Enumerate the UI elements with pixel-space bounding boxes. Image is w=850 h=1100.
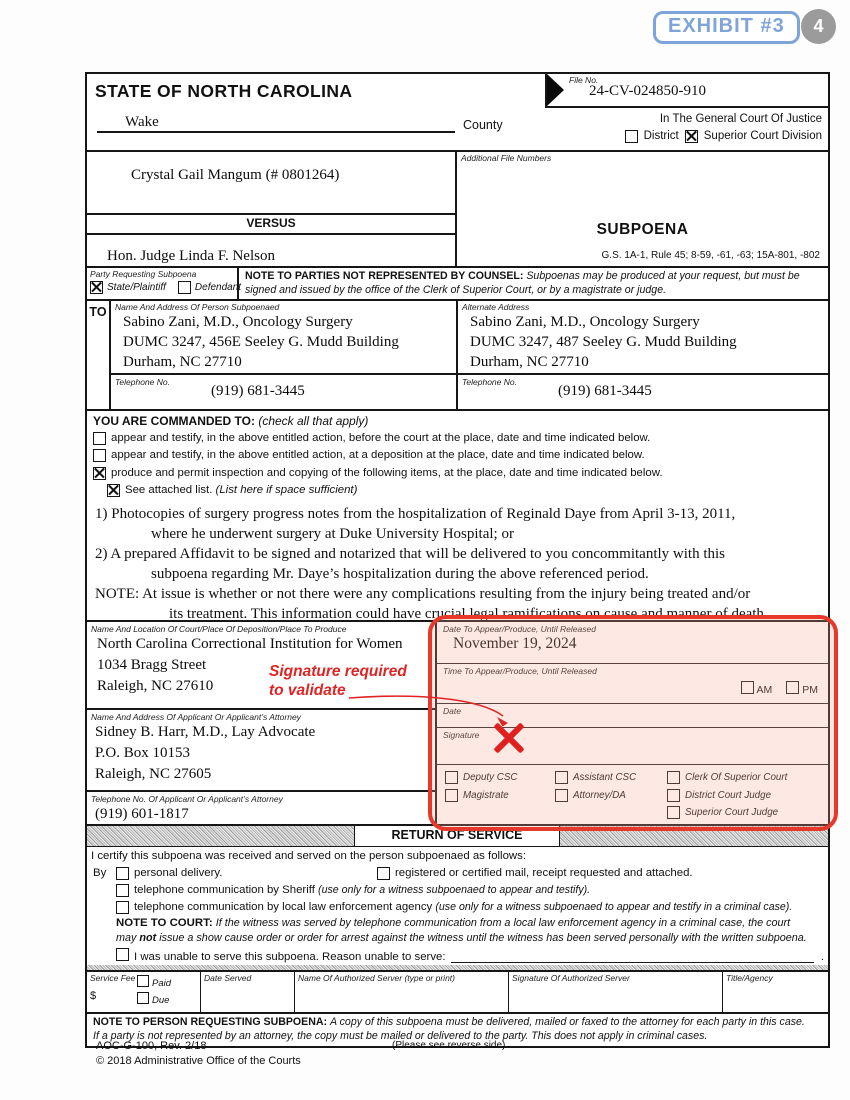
date-to-appear-label: Date To Appear/Produce, Until Released [443,624,596,634]
attached-list-text: See attached list. [125,484,216,496]
page-number-badge: 4 [801,9,836,44]
law-enforcement-note: (use only for a witness subpoenaed to appear and testify in a criminal case). [435,901,793,913]
commanded-heading: YOU ARE COMMANDED TO: [93,414,255,428]
dollar-sign: $ [90,990,97,1002]
appear-deposition-label: appear and testify, in the above entitled action, at a deposition at the place, date and time indicated below. [111,449,645,461]
applicant-phone-label: Telephone No. Of Applicant Or Applicant’s Attorney [91,794,283,804]
by-label: By [93,867,107,879]
note-to-requester-line2: If a party is not represented by an attorney, the copy must be mailed or delivered to the party. This does not apply in criminal cases. [93,1029,708,1042]
date-served-label: Date Served [204,973,252,983]
service-fee-label: Service Fee [90,973,136,983]
commanded-section [87,409,828,620]
items-requested [93,504,822,624]
appear-court-label: appear and testify, in the above entitled action, before the court at the place, date and time indicated below. [111,431,651,444]
service-fee-row [87,970,828,1012]
additional-file-numbers-label: Additional File Numbers [461,153,552,163]
am-label: AM [756,684,773,696]
time-to-appear-label: Time To Appear/Produce, Until Released [443,666,597,676]
produce-items-checkbox[interactable] [93,467,106,480]
place-line3: Raleigh, NC 27610 [97,678,214,694]
signature-label: Signature [443,730,480,740]
place-line1: North Carolina Correctional Institution for Women [97,636,403,652]
note-to-parties [239,268,828,299]
telephone-sheriff-checkbox[interactable] [116,884,129,897]
registered-mail-checkbox[interactable] [377,867,390,880]
document-title: SUBPOENA [596,221,689,238]
appear-court-checkbox[interactable] [93,432,106,445]
reverse-side-note: (Please see reverse side) [392,1040,506,1051]
produce-items-label: produce and permit inspection and copying of the following items, at the place, date and time indicated below. [111,466,663,479]
applicant-label: Name And Address Of Applicant Or Applicant’s Attorney [91,711,301,722]
telephone-law-enforcement-checkbox[interactable] [116,901,129,914]
versus-label: VERSUS [87,213,455,235]
server-name-label: Name Of Authorized Server (type or print) [298,973,455,983]
attached-list-note: (List here if space sufficient) [215,484,358,496]
caption-section [87,150,828,266]
alt-phone-label: Telephone No. [462,377,517,387]
commanded-heading-note: (check all that apply) [255,414,369,428]
unable-to-serve-checkbox[interactable] [116,948,129,961]
person-phone-value: (919) 681-3445 [211,383,305,399]
exhibit-badge: EXHIBIT #3 [653,11,800,44]
party-requesting-label: Party Requesting Subpoena [90,269,197,279]
personal-delivery-label: personal delivery. [134,867,223,879]
defendant-option-label: Defendant [194,282,242,293]
magistrate-checkbox[interactable] [445,789,458,802]
state-plaintiff-checkbox[interactable] [90,281,103,294]
superior-label: Superior Court Division [703,130,822,142]
alt-line3: Durham, NC 27710 [470,354,589,370]
date-to-appear-value: November 19, 2024 [453,635,577,652]
return-of-service-bar [87,824,828,846]
attached-list-checkbox[interactable] [107,484,120,497]
district-label: District [643,130,679,142]
law-enforcement-text: telephone communication by local law enforcement agency [134,901,436,913]
paid-label: Paid [152,978,172,989]
telephone-sheriff-label [134,882,590,898]
place-date-section [87,620,828,824]
officer-checkboxes [437,765,828,824]
item-1-line-2: where he underwent surgery at Duke University Hospital; or [151,526,514,542]
item-2-line-2: subpoena regarding Mr. Daye’s hospitalization during the above referenced period. [151,566,649,582]
deputy-csc-label: Deputy CSC [463,772,518,783]
person-line3: Durham, NC 27710 [123,354,242,370]
appear-deposition-checkbox[interactable] [93,449,106,462]
return-of-service-title: RETURN OF SERVICE [354,825,560,847]
person-phone-label: Telephone No. [115,377,170,387]
sheriff-note: (use only for a witness subpoenaed to appear and testify). [318,884,591,896]
signature-x-mark [492,721,526,755]
unable-to-serve-label: I was unable to serve this subpoena. Reason unable to serve: [134,951,446,963]
superior-judge-checkbox[interactable] [667,806,680,819]
statute-reference: G.S. 1A-1, Rule 45; 8-59, -61, -63; 15A-801, -802 [601,250,820,261]
file-no-arrow-icon [547,74,564,106]
note-to-parties-lead: NOTE TO PARTIES NOT REPRESENTED BY COUNSEL: [245,270,524,282]
telephone-law-enforcement-label [134,899,792,915]
note-to-parties-text: Subpoenas may be produced at your request, but must be signed and issued by the office of the Clerk of Superior Court, or by a magistrate or judge. [245,270,800,296]
server-signature-label: Signature Of Authorized Server [512,973,630,983]
deputy-csc-checkbox[interactable] [445,771,458,784]
pm-label: PM [802,684,818,696]
to-section [87,299,828,409]
county-row [97,114,503,133]
header-section [87,74,828,150]
item-1-line-1: 1) Photocopies of surgery progress notes from the hospitalization of Reginald Daye from April 3-13, 2011, [95,506,736,522]
attorney-da-checkbox[interactable] [555,789,568,802]
paid-checkbox[interactable] [137,975,149,987]
note-to-court-text-1: If the witness was served by telephone communication from a local law enforcement agency in a criminal case, the court may [116,917,791,944]
reason-blank-line[interactable] [451,949,814,963]
unable-end-punct: . [820,951,824,963]
certification-section [87,846,828,970]
assistant-csc-checkbox[interactable] [555,771,568,784]
county-field[interactable]: Wake [97,114,455,133]
subpoena-form [85,72,830,1048]
items-note-line-1: NOTE: At issue is whether or not there were any complications resulting from the injury being treated and/or [95,586,751,602]
applicant-line3: Raleigh, NC 27605 [95,765,212,782]
alt-phone-value: (919) 681-3445 [558,383,652,399]
annotation-line-2: to validate [269,682,346,699]
applicant-phone-value: (919) 601-1817 [95,806,189,822]
plaintiff-name: Crystal Gail Mangum (# 0801264) [131,167,340,183]
items-note-line-2: its treatment. This information could have crucial legal ramifications on cause and manner of death. [169,606,768,622]
district-judge-checkbox[interactable] [667,789,680,802]
note-to-requester-line1: A copy of this subpoena must be delivered, mailed or faxed to the attorney for each party in this case. [330,1016,805,1028]
certify-statement: I certify this subpoena was received and served on the person subpoenaed as follows: [91,850,527,862]
court-line: In The General Court Of Justice [659,113,822,125]
am-checkbox[interactable] [741,681,754,694]
item-2-line-1: 2) A prepared Affidavit to be signed and notarized that will be delivered to you concommitantly with this [95,546,725,562]
title-agency-label: Title/Agency [726,973,773,983]
district-judge-label: District Court Judge [685,789,772,801]
note-to-requester-lead: NOTE TO PERSON REQUESTING SUBPOENA: [93,1016,331,1028]
alt-line2: DUMC 3247, 487 Seeley G. Mudd Building [470,334,737,350]
person-subpoenaed-label: Name And Address Of Person Subpoenaed [115,302,280,312]
person-line2: DUMC 3247, 456E Seeley G. Mudd Building [123,334,399,350]
note-to-court-lead: NOTE TO COURT: [116,917,216,929]
registered-mail-label: registered or certified mail, receipt requested and attached. [395,867,693,879]
note-to-court [116,916,810,945]
state-plaintiff-label: State/Plaintiff [107,282,166,293]
magistrate-label: Magistrate [463,789,509,801]
due-label: Due [152,995,170,1006]
alternate-address-label: Alternate Address [462,302,530,312]
issue-date-label: Date [443,706,461,716]
state-title: STATE OF NORTH CAROLINA [95,81,353,101]
attorney-da-label: Attorney/DA [573,789,626,801]
court-of-justice [625,112,822,144]
attached-list-label [125,482,357,498]
superior-checkbox[interactable] [685,130,698,143]
due-checkbox[interactable] [137,992,149,1004]
to-label: TO [87,301,111,409]
assistant-csc-label: Assistant CSC [573,772,637,783]
clerk-superior-checkbox[interactable] [667,771,680,784]
file-no-label: File No. [569,75,599,85]
sheriff-text: telephone communication by Sheriff [134,884,319,896]
clerk-superior-label: Clerk Of Superior Court [685,772,788,783]
party-requesting-section [87,266,828,299]
personal-delivery-checkbox[interactable] [116,867,129,880]
person-line1: Sabino Zani, M.D., Oncology Surgery [123,314,353,330]
file-no-box [545,74,830,108]
note-to-court-not: not [139,931,157,944]
alt-line1: Sabino Zani, M.D., Oncology Surgery [470,314,700,330]
file-no-value: 24-CV-024850-910 [589,83,706,99]
applicant-line2: P.O. Box 10153 [95,744,191,761]
annotation-line-1: Signature required [269,663,407,680]
note-to-court-text-2: issue a show cause order or order for arrest against the witness until the witness has been served personally with the written subpoena. [156,931,807,944]
applicant-line1: Sidney B. Harr, M.D., Lay Advocate [95,723,316,740]
copyright: © 2018 Administrative Office of the Courts [96,1055,301,1067]
county-label: County [463,118,503,132]
defendant-name: Hon. Judge Linda F. Nelson [107,248,275,264]
superior-judge-label: Superior Court Judge [685,807,779,818]
district-checkbox[interactable] [625,130,638,143]
defendant-checkbox[interactable] [178,281,191,294]
place-line2: 1034 Bragg Street [97,657,207,673]
form-number: AOC-G-100, Rev. 2/18 [96,1040,207,1052]
place-to-produce-label: Name And Location Of Court/Place Of Deposition/Place To Produce [91,624,347,634]
pm-checkbox[interactable] [786,681,799,694]
signature-required-annotation [269,662,407,700]
